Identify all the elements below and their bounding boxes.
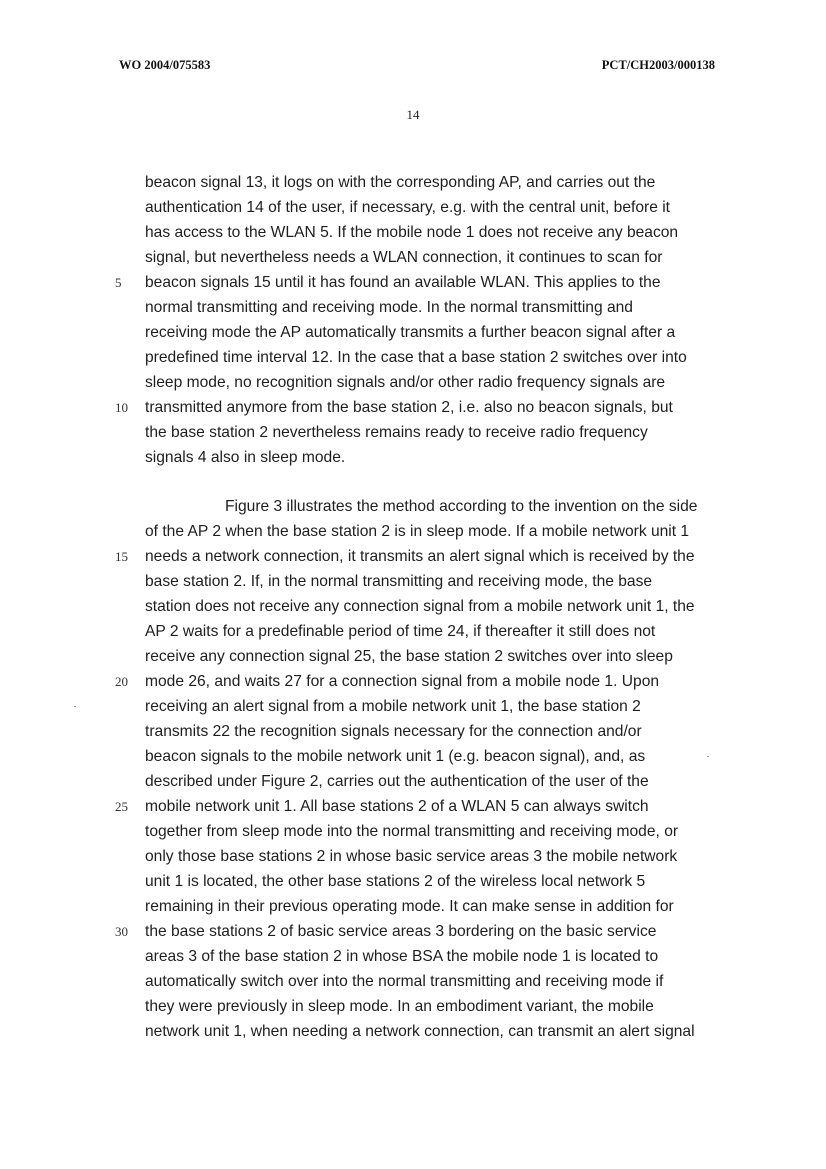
line-text: needs a network connection, it transmits an alert signal which is received by the	[145, 548, 695, 565]
line-text: normal transmitting and receiving mode. In the normal transmitting and	[145, 299, 633, 316]
text-line	[145, 869, 755, 894]
line-text: remaining in their previous operating mode. It can make sense in addition for	[145, 898, 674, 915]
line-text: unit 1 is located, the other base stations 2 of the wireless local network 5	[145, 873, 646, 890]
line-text: beacon signals to the mobile network unit 1 (e.g. beacon signal), and, as	[145, 748, 646, 765]
text-line	[145, 170, 755, 195]
line-text: Figure 3 illustrates the method according to the invention on the side	[225, 498, 698, 515]
text-line	[115, 544, 755, 569]
text-line	[145, 994, 755, 1019]
text-line	[145, 320, 755, 345]
text-line	[145, 345, 755, 370]
body-text	[115, 170, 755, 1044]
scan-speck	[74, 706, 76, 707]
text-line	[145, 844, 755, 869]
line-number: 5	[115, 275, 122, 290]
line-text: signal, but nevertheless needs a WLAN connection, it continues to scan for	[145, 249, 663, 266]
line-text: network unit 1, when needing a network connection, can transmit an alert signal	[145, 1023, 695, 1040]
line-text: mobile network unit 1. All base stations 2 of a WLAN 5 can always switch	[145, 798, 649, 815]
line-text: AP 2 waits for a predefinable period of time 24, if thereafter it still does not	[145, 623, 656, 640]
line-text: receiving mode the AP automatically transmits a further beacon signal after a	[145, 324, 676, 341]
text-line	[115, 794, 755, 819]
paragraph-2	[115, 494, 755, 1044]
line-text: the base stations 2 of basic service areas 3 bordering on the basic service	[145, 923, 657, 940]
line-text: has access to the WLAN 5. If the mobile node 1 does not receive any beacon	[145, 224, 679, 241]
line-text: signals 4 also in sleep mode.	[145, 449, 346, 466]
text-line	[145, 969, 755, 994]
line-text: only those base stations 2 in whose basic service areas 3 the mobile network	[145, 848, 678, 865]
text-line	[145, 370, 755, 395]
line-text: areas 3 of the base station 2 in whose BSA the mobile node 1 is located to	[145, 948, 659, 965]
line-text: of the AP 2 when the base station 2 is in sleep mode. If a mobile network unit 1	[145, 523, 690, 540]
line-number: 20	[115, 674, 128, 689]
line-text: predefined time interval 12. In the case that a base station 2 switches over into	[145, 349, 687, 366]
line-text: receiving an alert signal from a mobile network unit 1, the base station 2	[145, 698, 641, 715]
text-line	[145, 195, 755, 220]
text-line	[145, 644, 755, 669]
line-text: base station 2. If, in the normal transmitting and receiving mode, the base	[145, 573, 653, 590]
text-line	[145, 719, 755, 744]
text-line	[145, 445, 755, 470]
publication-number: WO 2004/075583	[119, 58, 211, 72]
line-text: mode 26, and waits 27 for a connection signal from a mobile node 1. Upon	[145, 673, 660, 690]
text-line	[115, 919, 755, 944]
line-number: 15	[115, 549, 128, 564]
line-text: the base station 2 nevertheless remains ready to receive radio frequency	[145, 424, 648, 441]
line-text: station does not receive any connection signal from a mobile network unit 1, the	[145, 598, 695, 615]
text-line	[115, 270, 755, 295]
text-line	[145, 569, 755, 594]
line-number: 25	[115, 799, 128, 814]
scan-speck	[707, 756, 709, 757]
text-line	[115, 669, 755, 694]
text-line	[145, 819, 755, 844]
line-number: 10	[115, 400, 128, 415]
text-line	[145, 220, 755, 245]
application-number: PCT/CH2003/000138	[601, 58, 715, 72]
text-line	[145, 744, 755, 769]
text-line	[145, 694, 755, 719]
text-line	[145, 619, 755, 644]
line-text: beacon signal 13, it logs on with the corresponding AP, and carries out the	[145, 174, 656, 191]
line-text: transmits 22 the recognition signals necessary for the connection and/or	[145, 723, 642, 740]
page-number: 14	[406, 107, 420, 122]
text-line	[145, 295, 755, 320]
text-line	[145, 420, 755, 445]
line-number: 30	[115, 924, 128, 939]
line-text: receive any connection signal 25, the base station 2 switches over into sleep	[145, 648, 673, 665]
line-text: they were previously in sleep mode. In an embodiment variant, the mobile	[145, 998, 654, 1015]
line-text: together from sleep mode into the normal transmitting and receiving mode, or	[145, 823, 679, 840]
line-text: described under Figure 2, carries out the authentication of the user of the	[145, 773, 649, 790]
line-text: authentication 14 of the user, if necessary, e.g. with the central unit, before it	[145, 199, 671, 216]
text-line	[145, 594, 755, 619]
text-line	[145, 245, 755, 270]
line-text: transmitted anymore from the base station 2, i.e. also no beacon signals, but	[145, 399, 673, 416]
line-text: beacon signals 15 until it has found an available WLAN. This applies to the	[145, 274, 661, 291]
text-line	[115, 395, 755, 420]
text-line	[145, 494, 755, 519]
text-line	[145, 519, 755, 544]
line-text: sleep mode, no recognition signals and/or other radio frequency signals are	[145, 374, 666, 391]
text-line	[145, 769, 755, 794]
paragraph-1	[115, 170, 755, 470]
text-line	[145, 894, 755, 919]
text-line	[145, 944, 755, 969]
line-text: automatically switch over into the normal transmitting and receiving mode if	[145, 973, 664, 990]
paragraph-gap	[145, 470, 755, 494]
text-line	[145, 1019, 755, 1044]
